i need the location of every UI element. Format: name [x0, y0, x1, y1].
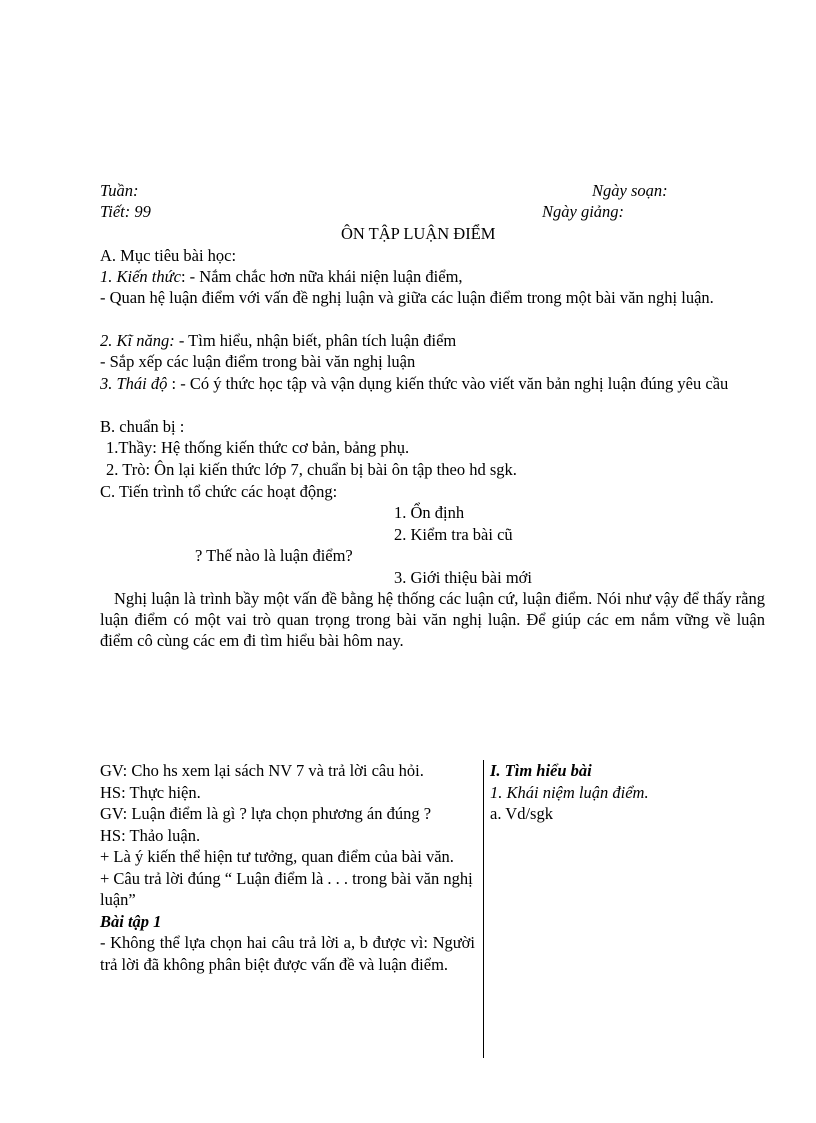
- column-divider: [483, 760, 484, 1058]
- ngay-giang-label: Ngày giảng:: [542, 202, 625, 221]
- section-c-heading: C. Tiến trình tổ chức các hoạt động:: [100, 482, 338, 501]
- left-line-1: GV: Cho hs xem lại sách NV 7 và trả lời câu hỏi.: [100, 761, 424, 780]
- kien-thuc-line2: - Quan hệ luận điểm với vấn đề nghị luận và giữa các luận điểm trong một bài văn nghị luận.: [100, 288, 714, 307]
- ngay-soan-label: Ngày soạn:: [592, 181, 668, 200]
- step-2: 2. Kiểm tra bài cũ: [394, 525, 513, 544]
- step-3: 3. Giới thiệu bài mới: [394, 568, 532, 587]
- kien-thuc-line: [100, 266, 463, 287]
- right-line-2: 1. Khái niệm luận điểm.: [490, 782, 649, 802]
- ki-nang-line: [100, 330, 456, 351]
- left-line-8: - Không thể lựa chọn hai câu trả lời a, b được vì: Người trả lời đã không phân biệt được vấn đề và luận điểm.: [100, 933, 475, 974]
- left-line-6: + Câu trả lời đúng “ Luận điểm là . . . trong bài văn nghị luận”: [100, 868, 473, 909]
- content-column: [490, 760, 770, 825]
- right-line-3: a. Vd/sgk: [490, 804, 553, 823]
- exercise-1-heading: Bài tập 1: [100, 911, 162, 931]
- ki-nang-text: - Tìm hiểu, nhận biết, phân tích luận điểm: [174, 331, 457, 350]
- page-title: ÔN TẬP LUẬN ĐIỂM: [341, 224, 496, 243]
- section-b-item-1: 1.Thầy: Hệ thống kiến thức cơ bản, bảng phụ.: [106, 438, 410, 457]
- tiet-label: Tiết: 99: [100, 202, 151, 221]
- thai-do-line: [100, 373, 765, 394]
- review-question: ? Thế nào là luận điểm?: [195, 546, 353, 565]
- kien-thuc-label: 1. Kiến thức: [100, 267, 181, 286]
- section-b-item-2: 2. Trò: Ôn lại kiến thức lớp 7, chuẩn bị bài ôn tập theo hd sgk.: [106, 460, 517, 479]
- ki-nang-label: 2. Kĩ năng:: [100, 331, 175, 350]
- ki-nang-line2: - Sắp xếp các luận điểm trong bài văn nghị luận: [100, 352, 416, 371]
- section-b-heading: B. chuẩn bị :: [100, 417, 185, 436]
- left-line-3: GV: Luận điểm là gì ? lựa chọn phương án đúng ?: [100, 804, 432, 823]
- intro-paragraph: Nghị luận là trình bầy một vấn đề bằng hệ thống các luận cứ, luận điểm. Nói như vậy để thấy rằng luận điểm có một vai trò quan trọng trong bài văn nghị luận. Để giúp các em nắm vững về luận điểm cô cùng các em đi tìm hiểu bài hôm nay.: [100, 589, 765, 650]
- left-line-2: HS: Thực hiện.: [100, 782, 201, 802]
- teacher-activity-column: [100, 760, 475, 975]
- left-line-4: HS: Thảo luận.: [100, 825, 201, 845]
- right-heading: I. Tìm hiểu bài: [490, 761, 592, 780]
- step-1: 1. Ổn định: [394, 503, 465, 522]
- left-line-5: + Là ý kiến thể hiện tư tưởng, quan điểm của bài văn.: [100, 847, 454, 866]
- tuan-label: Tuần:: [100, 181, 139, 200]
- kien-thuc-text: : - Nắm chắc hơn nữa khái niện luận điểm,: [180, 267, 463, 286]
- thai-do-text: : - Có ý thức học tập và vận dụng kiến thức vào viết văn bản nghị luận đúng yêu cầu: [167, 374, 729, 393]
- thai-do-label: 3. Thái độ: [100, 374, 168, 393]
- section-a-heading: A. Mục tiêu bài học:: [100, 246, 237, 265]
